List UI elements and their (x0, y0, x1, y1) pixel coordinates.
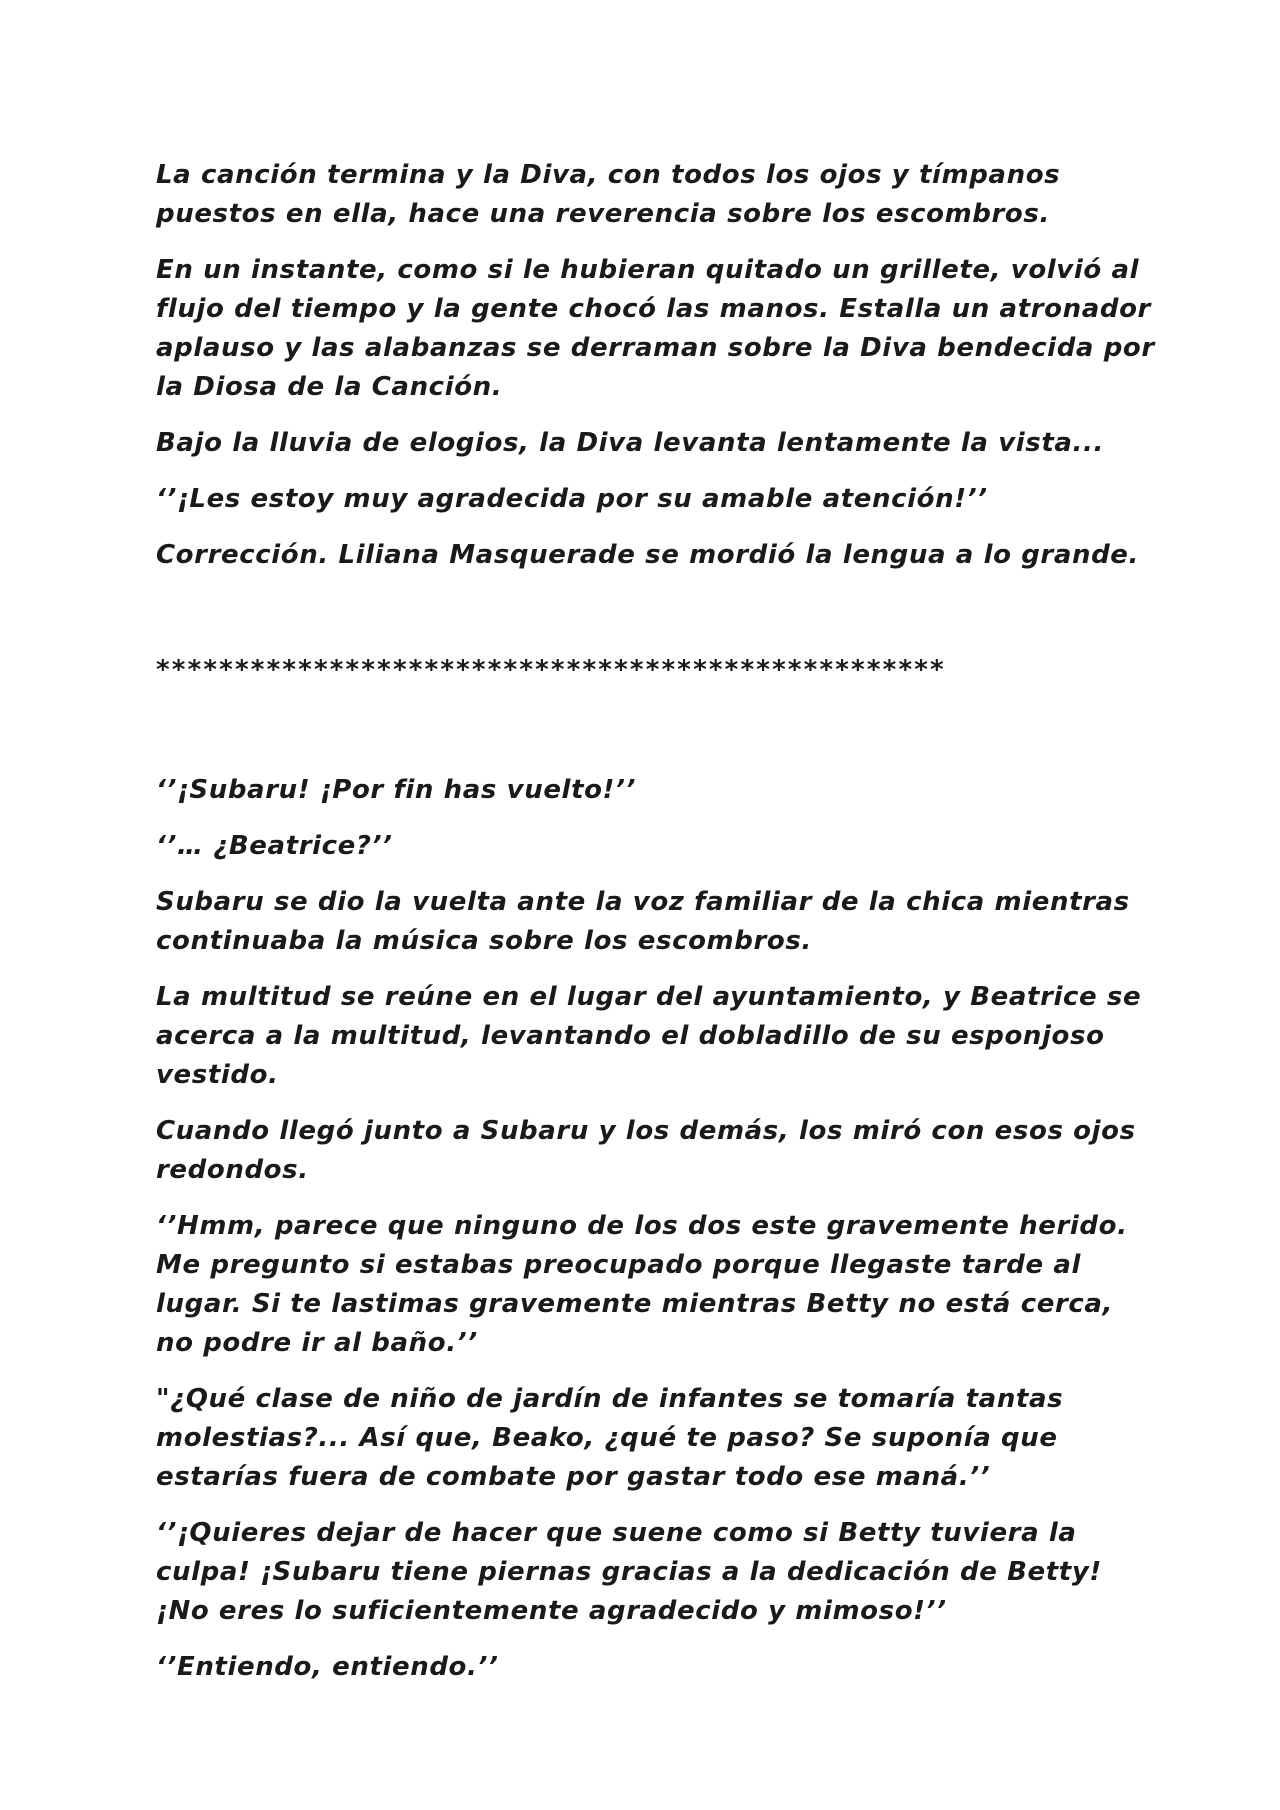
dialogue-line: ‘’… ¿Beatrice?’’ (156, 831, 393, 861)
paragraph: La multitud se reúne en el lugar del ayuntamiento, y Beatrice se acerca a la multitud, levantando el dobladillo de su esponjoso vestido. (156, 982, 1142, 1090)
dialogue-line: ‘’¡Les estoy muy agradecida por su amable atención!’’ (156, 484, 988, 514)
paragraph: Subaru se dio la vuelta ante la voz familiar de la chica mientras continuaba la música sobre los escombros. (156, 887, 1130, 956)
dialogue-line: "¿Qué clase de niño de jardín de infantes se tomaría tantas molestias?... Así que, Beako, ¿qué te paso? Se suponía que estarías fuera de combate por gastar todo ese maná.’’ (156, 1384, 1064, 1492)
dialogue-line: ‘’Entiendo, entiendo.’’ (156, 1652, 499, 1682)
section-two (156, 771, 1156, 1704)
dialogue-line: ‘’¡Quieres dejar de hacer que suene como si Betty tuviera la culpa! ¡Subaru tiene piernas gracias a la dedicación de Betty! ¡No eres lo suficientemente agradecido y mimoso!’’ (156, 1518, 1102, 1626)
dialogue-line: ‘’¡Subaru! ¡Por fin has vuelto!’’ (156, 775, 636, 805)
paragraph: Bajo la lluvia de elogios, la Diva levanta lentamente la vista... (156, 428, 1104, 458)
paragraph: En un instante, como si le hubieran quitado un grillete, volvió al flujo del tiempo y la gente chocó las manos. Estalla un atronador aplauso y las alabanzas se derraman sobre la Diva bendecida por la Diosa de la Canción. (156, 255, 1155, 402)
paragraph: Corrección. Liliana Masquerade se mordió la lengua a lo grande. (156, 540, 1140, 570)
paragraph: La canción termina y la Diva, con todos los ojos y tímpanos puestos en ella, hace una reverencia sobre los escombros. (156, 160, 1061, 229)
scene-separator: ************************************************** (156, 655, 946, 685)
dialogue-line: ‘’Hmm, parece que ninguno de los dos este gravemente herido. Me pregunto si estabas preocupado porque llegaste tarde al lugar. Si te lastimas gravemente mientras Betty no está cerca, no podre ir al baño.’’ (156, 1211, 1128, 1358)
paragraph: Cuando llegó junto a Subaru y los demás, los miró con esos ojos redondos. (156, 1116, 1136, 1185)
section-one (156, 156, 1156, 592)
